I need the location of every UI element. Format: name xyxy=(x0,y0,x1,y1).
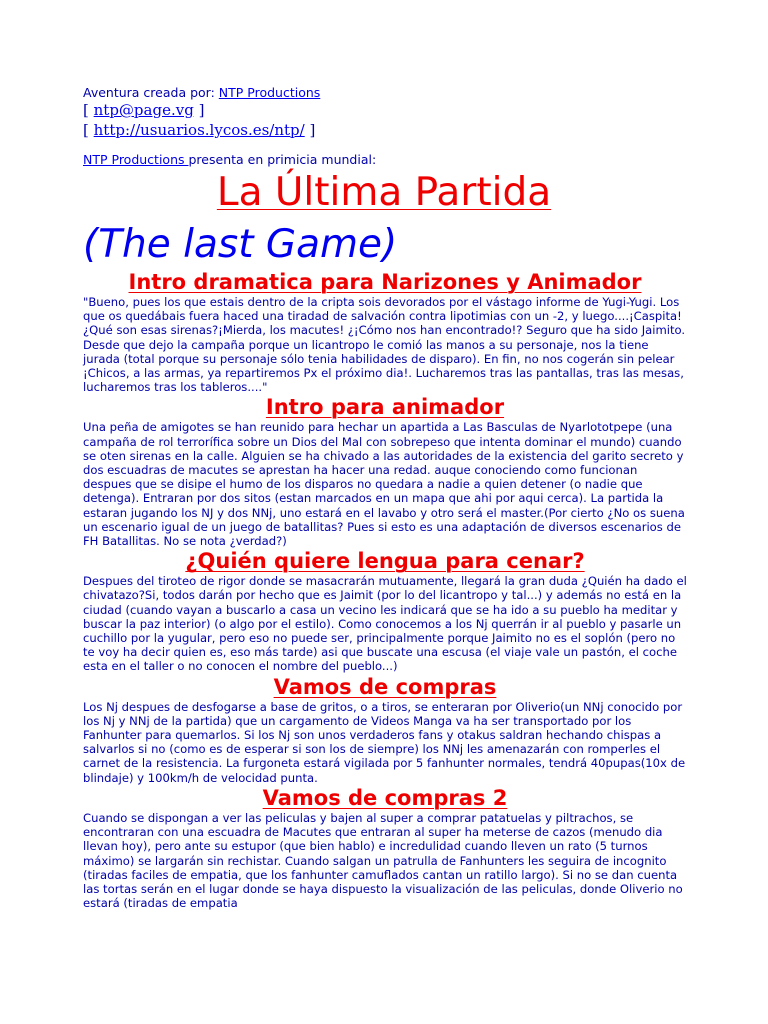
section-body: Una peña de amigotes se han reunido para hechar un apartida a Las Basculas de Nyarlototpepe (una campaña de rol terrorífica sobre un Dios del Mal con sobrepeso que intenta dominar el mundo) cuando se oten sirenas en la calle. Alguien se ha chivado a las autoridades de la existencia del garito secreto y dos escuadras de macutes se aprestan ha hacer una redad. auque conociendo como funcionan despues que se disipe el humo de los disparos no quedara a nadie a quien detener (o nadie que detenga). Entraran por dos sitos (estan marcados en un mapa que ahi por aqui cerca). La partida la estaran jugando los NJ y dos NNj, uno estará en el lavabo y otro será el master.(Por cierto ¿No os suena un escenario igual de un juego de batallitas? Pues si esto es una adaptación de diversos escenarios de FH Batallitas. No se nota ¿verdad?) xyxy=(83,420,685,549)
presents-text: presenta en primicia mundial: xyxy=(188,152,377,167)
email-link[interactable]: ntp@page.vg xyxy=(93,101,194,119)
bracket-close: ] xyxy=(198,101,205,119)
title-text: La Última Partida xyxy=(216,170,552,215)
presents-line xyxy=(83,152,376,168)
credit-prefix: Aventura creada por: xyxy=(83,85,219,100)
section-heading: Intro para animador xyxy=(265,395,505,420)
email-line xyxy=(83,101,204,119)
bracket-open: [ xyxy=(83,101,89,119)
page-subtitle: (The last Game) xyxy=(83,222,398,267)
section xyxy=(83,785,687,910)
section-body: Los Nj despues de desfogarse a base de gritos, o a tiros, se enteraran por Oliverio(un NNj conocido por los Nj y NNj de la partida) que un cargamento de Videos Manga va ha ser transportado por los Fanhunter para quemarlos. Si los Nj son unos verdaderos fans y otakus saldran hechando chispas a salvarlos si no (como es de esperar si son los de siempre) los NNj les amenazarán con romperles el carnet de la resistencia. La furgoneta estará vigilada por 5 fanhunter normales, tendrá 40pupas(10x de blindaje) y 100km/h de velocidad punta. xyxy=(83,699,686,785)
section-body: Cuando se dispongan a ver las peliculas y bajen al super a comprar patatuelas y piltrachos, se encontraran con una escuadra de Macutes que entraran al super ha meterse de cazos (menudo dia llevan hoy), pero ante su estupor (que bien hablo) e incredulidad cuando lleven un rato (5 turnos máximo) se largarán sin rechistar. Cuando salgan un patrulla de Fanhunters les seguira de incognito (tiradas faciles de empatia, que los fanhunter camuflados cantan un ratillo largo). Si no se dan cuenta las tortas serán en el lugar donde se haya dispuesto la visualización de las peliculas, donde Oliverio no estará (tiradas de empatia xyxy=(83,810,683,911)
section xyxy=(83,548,687,673)
bracket-close: ] xyxy=(309,121,316,139)
section-heading: Vamos de compras xyxy=(273,674,497,699)
section-body: Despues del tiroteo de rigor donde se masacrarán mutuamente, llegará la gran duda ¿Quién ha dado el chivatazo?Si, todos darán por hecho que es Jaimit (por lo del licantropo y tal...) y además no está en la ciudad (cuando vayan a buscarlo a casa un vecino les indicará que se ha ido a su pueblo ha meditar y buscar la paz interior) (o algo por el estilo). Como conocemos a los Nj querrán ir al pueblo y pasarle un cuchillo por la yugular, pero eso no puede ser, principalmente porque Jaimito no es el soplón (pero no te voy ha decir quien es, eso más tarde) asi que buscate una escusa (el viaje vale un pastón, el coche esta en el taller o no conocen el nombre del pueblo...) xyxy=(83,574,687,674)
author-link[interactable]: NTP Productions xyxy=(218,85,321,100)
author-credit xyxy=(83,85,320,101)
section-heading: Intro dramatica para Narizones y Animador xyxy=(128,270,642,294)
section-heading: ¿Quién quiere lengua para cenar? xyxy=(185,549,585,574)
presents-link[interactable]: NTP Productions xyxy=(83,152,189,167)
section xyxy=(83,674,687,785)
section xyxy=(83,394,687,548)
bracket-open: [ xyxy=(83,121,89,139)
website-line xyxy=(83,121,315,139)
content xyxy=(83,269,687,910)
website-link[interactable]: http://usuarios.lycos.es/ntp/ xyxy=(93,121,305,139)
section-body: "Bueno, pues los que estais dentro de la cripta sois devorados por el vástago informe de Yugi-Yugi. Los que os quedábais fuera haced una tiradad de salvación contra lipotimias con un -2, y luego....¡Caspita! ¿Qué son esas sirenas?¡Mierda, los macutes! ¿¡Cómo nos han encontrado!? Seguro que ha sido Jaimito. Desde que dejo la campaña porque un licantropo le comió las manos a su personaje, nos la tiene jurada (total porque su personaje sólo tenia habilidades de disparo). En fin, no nos cogerán sin pelear ¡Chicos, a las armas, ya repartiremos Px el próximo dia!. Lucharemos tras las pantallas, tras las mesas, lucharemos tras los tableros...." xyxy=(83,295,686,395)
page-title xyxy=(0,168,768,218)
section xyxy=(83,269,687,394)
section-heading: Vamos de compras 2 xyxy=(262,785,508,810)
